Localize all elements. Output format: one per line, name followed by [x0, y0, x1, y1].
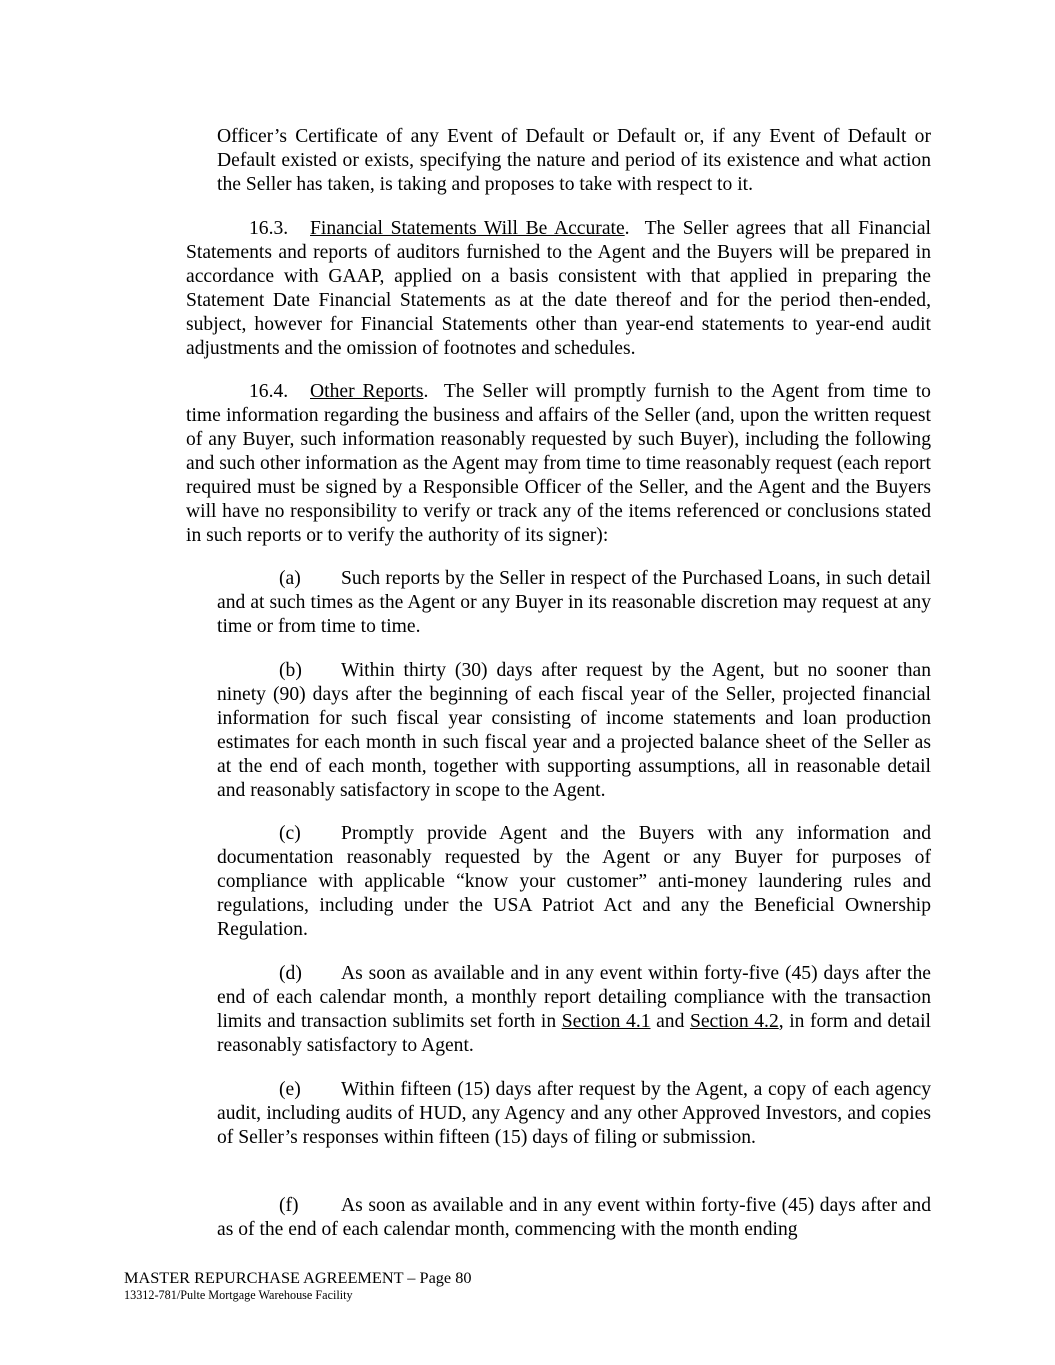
list-item-e: (e) Within fifteen (15) days after request by the Agent, a copy of each agency audit, including audits of HUD, any Agency and any other Approved Investors, and copies of Seller’s responses within fifteen (15) days of filing or submission. [217, 1079, 931, 1148]
item-label: (c) [279, 823, 301, 844]
list-item-d: (d) As soon as available and in any event within forty-five (45) days after the end of each calendar month, a monthly report detailing compliance with the transaction limits and transaction sublimits set forth in Section 4.1 and Section 4.2, in form and detail reasonably satisfactory to Agent. [217, 963, 931, 1056]
section-number: 16.3. [249, 218, 289, 239]
list-item-a: (a) Such reports by the Seller in respect of the Purchased Loans, in such detail and at such times as the Agent or any Buyer in its reasonable discretion may request at any time or from time to time. [217, 568, 931, 637]
section-heading: Other Reports [310, 381, 424, 402]
section-body: The Seller will promptly furnish to the Agent from time to time information regarding the business and affairs of the Seller (and, upon the written request of any Buyer, such information reasonably requested by such Buyer), including the following and such other information as the Agent may from time to time reasonably request (each report required must be signed by a Responsible Officer of the Seller, and the Agent and the Buyers will have no responsibility to verify or track any of the items referenced or conclusions stated in such reports or to verify the authority of its signer): [186, 381, 931, 546]
item-label: (d) [279, 963, 302, 984]
item-label: (e) [279, 1079, 301, 1100]
section-4-2-link[interactable]: Section 4.2 [689, 1011, 779, 1032]
section-heading: Financial Statements Will Be Accurate [310, 218, 625, 239]
item-label: (a) [279, 568, 301, 589]
section-4-1-link[interactable]: Section 4.1 [561, 1011, 651, 1032]
continuation-paragraph: Officer’s Certificate of any Event of Default or Default or, if any Event of Default or Default existed or exists, specifying the nature and period of its existence and what action the Seller has taken, is taking and proposes to take with respect to it. [217, 126, 931, 195]
section-16-3: 16.3. Financial Statements Will Be Accurate. The Seller agrees that all Financial Statements and reports of auditors furnished to the Agent and the Buyers will be prepared in accordance with GAAP, applied on a basis consistent with that applied in preparing the Statement Date Financial Statements as at the date thereof and for the period then-ended, subject, however for Financial Statements other than year-end statements to year-end audit adjustments and the omission of footnotes and schedules. [186, 218, 931, 359]
item-label: (b) [279, 660, 302, 681]
list-item-c: (c) Promptly provide Agent and the Buyers with any information and documentation reasonably requested by the Agent or any Buyer for purposes of compliance with applicable “know your customer” anti-money laundering rules and regulations, including under the USA Patriot Act and any the Beneficial Ownership Regulation. [217, 823, 931, 940]
list-item-b: (b) Within thirty (30) days after request by the Agent, but no sooner than ninety (90) days after the beginning of each fiscal year of the Seller, projected financial information for such fiscal year consisting of income statements and loan production estimates for each month in such fiscal year and a projected balance sheet of the Seller as at the end of each month, together with supporting assumptions, all in reasonable detail and reasonably satisfactory in scope to the Agent. [217, 660, 931, 801]
footer-doc-id: 13312-781/Pulte Mortgage Warehouse Facility [124, 1288, 353, 1302]
section-number: 16.4. [249, 381, 289, 402]
section-16-4: 16.4. Other Reports. The Seller will promptly furnish to the Agent from time to time information regarding the business and affairs of the Seller (and, upon the written request of any Buyer, such information reasonably requested by such Buyer), including the following and such other information as the Agent may from time to time reasonably request (each report required must be signed by a Responsible Officer of the Seller, and the Agent and the Buyers will have no responsibility to verify or track any of the items referenced or conclusions stated in such reports or to verify the authority of its signer): [186, 381, 931, 546]
section-body: The Seller agrees that all Financial Statements and reports of auditors furnished to the Agent and the Buyers will be prepared in accordance with GAAP, applied on a basis consistent with that applied in preparing the Statement Date Financial Statements as at the date thereof and for the period then-ended, subject, however for Financial Statements other than year-end statements to year-end audit adjustments and the omission of footnotes and schedules. [186, 218, 931, 359]
list-item-f: (f) As soon as available and in any event within forty-five (45) days after and as of the end of each calendar month, commencing with the month ending [217, 1195, 931, 1240]
item-label: (f) [279, 1195, 299, 1216]
footer-title: MASTER REPURCHASE AGREEMENT – Page 80 [124, 1268, 472, 1287]
